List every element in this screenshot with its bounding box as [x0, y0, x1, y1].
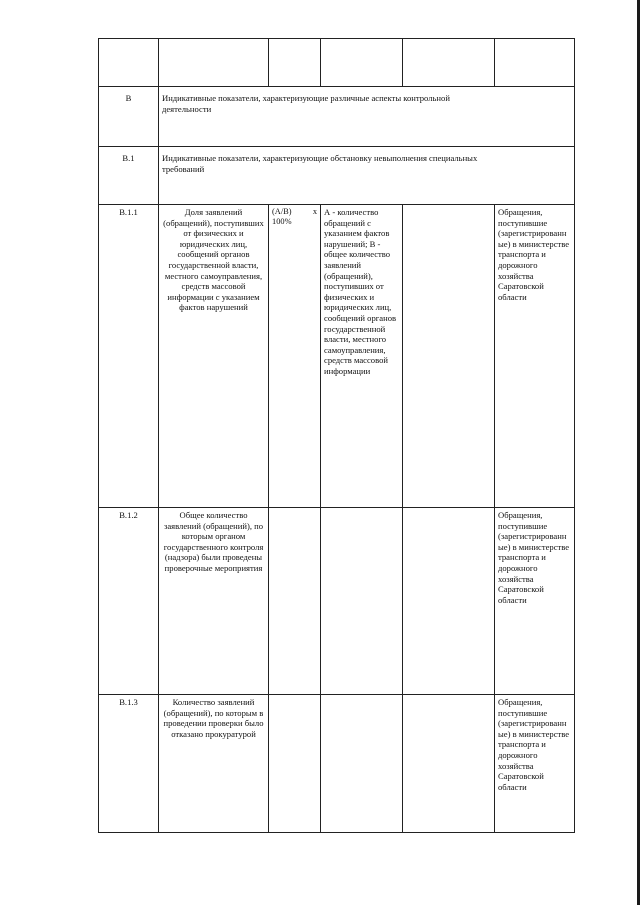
indicator-comment: А - количество обращений с указанием фактов нарушений; В - общее количество заявлений (обращений), поступивших от физических и юридических лиц, сообщений органов государственной власти, местного самоуправления, средств массовой информации	[321, 205, 403, 508]
indicators-table	[98, 38, 575, 833]
empty-cell	[403, 205, 495, 508]
empty-cell	[495, 39, 575, 87]
indicator-name: Количество заявлений (обращений), по которым в проведении проверки было отказано прокуратурой	[159, 695, 269, 833]
row-code: В.1.1	[99, 205, 159, 508]
section-row-b1	[99, 147, 575, 205]
empty-cell	[269, 695, 321, 833]
empty-cell	[403, 695, 495, 833]
empty-cell	[321, 39, 403, 87]
empty-cell	[321, 508, 403, 695]
indicator-formula	[269, 205, 321, 508]
row-code: В.1.2	[99, 508, 159, 695]
row-code: В.1.3	[99, 695, 159, 833]
indicator-row-b12	[99, 508, 575, 695]
section-row-b	[99, 87, 575, 147]
formula-multiply: х	[312, 207, 317, 216]
section-heading-line1: Индикативные показатели, характеризующие различные аспекты контрольной	[162, 93, 450, 103]
indicator-name: Общее количество заявлений (обращений), по которым органом государственного контроля (надзора) были проведены проверочные мероприятия	[159, 508, 269, 695]
empty-cell	[99, 39, 159, 87]
section-heading	[159, 87, 575, 147]
empty-cell	[269, 39, 321, 87]
indicator-source: Обращения, поступившие (зарегистрированные) в министерстве транспорта и дорожного хозяйства Саратовской области	[495, 695, 575, 833]
row-code: В	[99, 87, 159, 147]
section-heading-line1: Индикативные показатели, характеризующие обстановку невыполнения специальных	[162, 153, 478, 163]
row-code: В.1	[99, 147, 159, 205]
indicator-source: Обращения, поступившие (зарегистрированные) в министерстве транспорта и дорожного хозяйства Саратовской области	[495, 205, 575, 508]
empty-cell	[321, 695, 403, 833]
section-heading-line2: требований	[162, 163, 205, 174]
empty-cell	[403, 39, 495, 87]
indicator-source: Обращения, поступившие (зарегистрированные) в министерстве транспорта и дорожного хозяйства Саратовской области	[495, 508, 575, 695]
indicator-row-b11	[99, 205, 575, 508]
section-heading-line2: деятельности	[162, 103, 212, 114]
formula-ratio: (А/В)	[272, 207, 292, 216]
indicator-row-b13	[99, 695, 575, 833]
indicator-name: Доля заявлений (обращений), поступивших от физических и юридических лиц, сообщений органов государственной власти, местного самоуправления, средств массовой информации с указанием фактов нарушений	[159, 205, 269, 508]
empty-continuation-row	[99, 39, 575, 87]
section-heading	[159, 147, 575, 205]
empty-cell	[269, 508, 321, 695]
empty-cell	[403, 508, 495, 695]
empty-cell	[159, 39, 269, 87]
formula-percent: 100%	[272, 217, 292, 227]
